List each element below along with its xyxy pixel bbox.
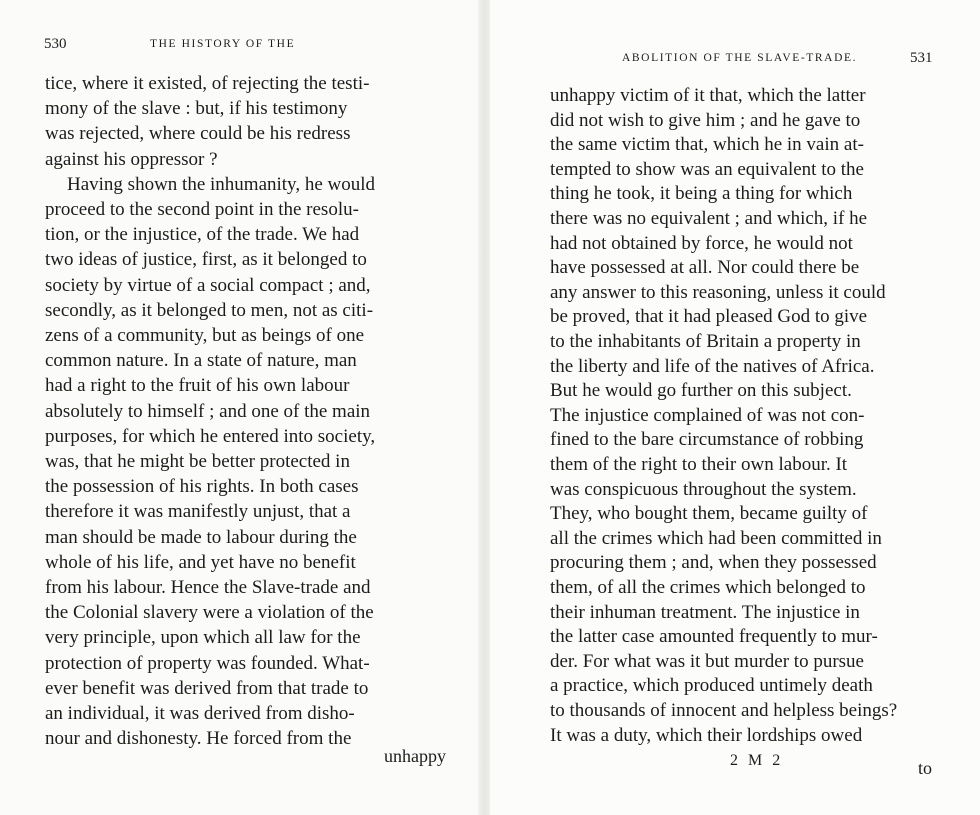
text-line: the possession of his rights. In both cases [45, 476, 359, 498]
text-line: very principle, upon which all law for the [45, 627, 361, 649]
text-line: zens of a community, but as beings of one [45, 325, 365, 346]
text-line: tion, or the injustice, of the trade. We had [45, 224, 360, 246]
text-line: But he would go further on this subject. [550, 380, 852, 402]
text-line: The injustice complained of was not con- [550, 404, 865, 426]
text-line: fined to the bare circumstance of robbing [550, 429, 864, 451]
text-line: against his oppressor ? [45, 148, 218, 170]
text-line: was rejected, where could be his redress [45, 123, 351, 145]
text-line: nour and dishonesty. He forced from the [45, 728, 352, 750]
text-line: therefore it was manifestly unjust, that a [45, 501, 351, 523]
text-line: them, of all the crimes which belonged to [550, 577, 866, 598]
text-line: have possessed at all. Nor could there be [550, 257, 860, 279]
text-line: It was a duty, which their lordships owed [550, 724, 863, 746]
text-line: unhappy victim of it that, which the latter [550, 85, 866, 106]
text-line: the Colonial slavery were a violation of the [45, 602, 374, 624]
right-running-head: ABOLITION OF THE SLAVE-TRADE. [622, 52, 858, 64]
text-line: secondly, as it belonged to men, not as citi- [45, 299, 374, 321]
text-line: the latter case amounted frequently to mur- [550, 626, 878, 648]
text-line: They, who bought them, became guilty of [550, 503, 868, 525]
text-line: tice, where it existed, of rejecting the testi- [45, 73, 370, 94]
text-line: was conspicuous throughout the system. [550, 478, 857, 500]
text-line: absolutely to himself ; and one of the main [45, 400, 371, 422]
text-line: the same victim that, which he in vain at- [550, 134, 864, 156]
text-line: proceed to the second point in the resolu- [45, 199, 359, 220]
left-page-number: 530 [44, 36, 67, 52]
text-line: did not wish to give him ; and he gave to [550, 109, 861, 131]
text-line: thing he took, it being a thing for which [550, 183, 853, 205]
text-line: from his labour. Hence the Slave-trade and [45, 577, 371, 598]
text-line: was, that he might be better protected in [45, 451, 350, 472]
text-line: two ideas of justice, first, as it belonged to [45, 249, 367, 271]
text-line: their inhuman treatment. The injustice in [550, 601, 860, 623]
text-line: them of the right to their own labour. It [550, 454, 848, 475]
text-line: a practice, which produced untimely death [550, 675, 873, 697]
text-line: to thousands of innocent and helpless beings? [550, 700, 898, 721]
text-line: an individual, it was derived from disho- [45, 703, 355, 724]
text-line: the liberty and life of the natives of Africa. [550, 355, 875, 377]
text-line: had a right to the fruit of his own labour [45, 375, 350, 397]
left-page [0, 0, 480, 815]
signature-mark: 2 M 2 [730, 752, 784, 769]
text-line: protection of property was founded. What- [45, 652, 370, 674]
text-line: tempted to show was an equivalent to the [550, 158, 864, 180]
text-line: society by virtue of a social compact ; and, [45, 274, 371, 296]
text-line: mony of the slave : but, if his testimony [45, 98, 348, 120]
right-catchword: to [918, 758, 933, 778]
text-line: had not obtained by force, he would not [550, 232, 853, 254]
text-line: to the inhabitants of Britain a property in [550, 331, 861, 352]
text-line: any answer to this reasoning, unless it could [550, 281, 886, 303]
text-line: be proved, that it had pleased God to give [550, 306, 868, 328]
text-line: there was no equivalent ; and which, if he [550, 208, 868, 229]
text-line: whole of his life, and yet have no benefit [45, 551, 356, 573]
text-line: purposes, for which he entered into society, [45, 425, 376, 447]
text-line: common nature. In a state of nature, man [45, 350, 357, 372]
right-page-number: 531 [910, 50, 933, 66]
right-page [490, 0, 980, 815]
text-line: ever benefit was derived from that trade to [45, 677, 369, 699]
left-catchword: unhappy [384, 746, 446, 766]
text-line: der. For what was it but murder to pursue [550, 650, 864, 672]
text-line: procuring them ; and, when they possessed [550, 552, 877, 574]
text-line: man should be made to labour during the [45, 526, 357, 548]
text-line: Having shown the inhumanity, he would [67, 173, 376, 195]
text-line: all the crimes which had been committed in [550, 527, 882, 549]
left-running-head: THE HISTORY OF THE [150, 38, 296, 50]
